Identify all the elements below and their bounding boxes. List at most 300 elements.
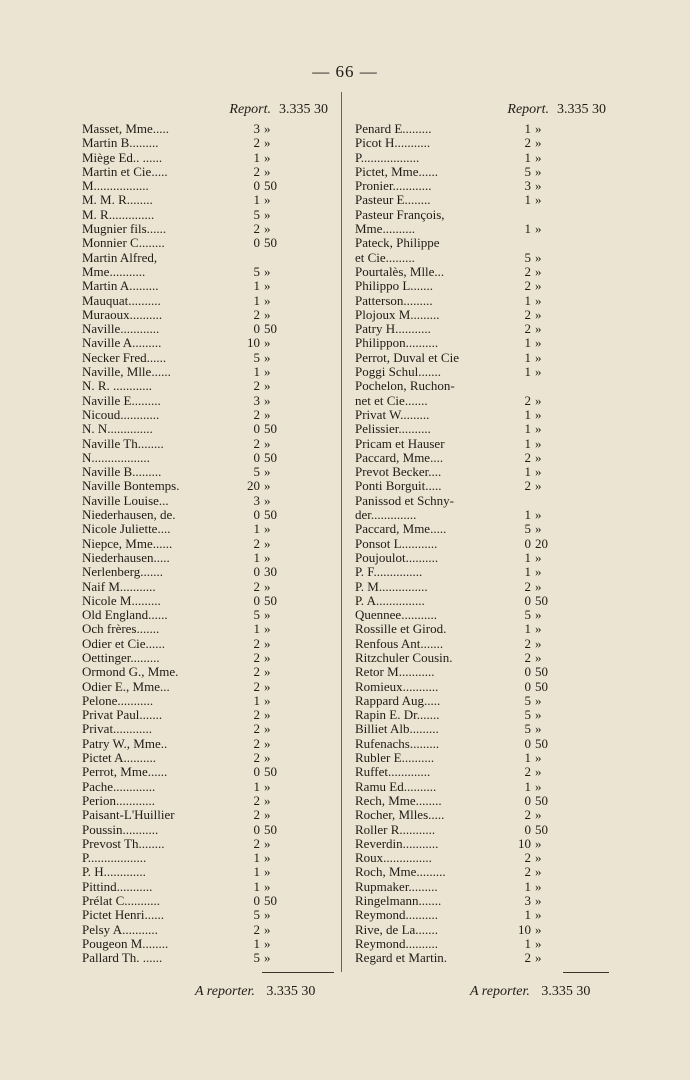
entry-centimes	[531, 208, 561, 222]
entry-amount	[505, 637, 563, 651]
entry-amount	[505, 794, 563, 808]
entry-name: net et Cie.......	[355, 393, 428, 408]
entry-amount	[234, 394, 292, 408]
entry-name: Prevost Th........	[82, 836, 165, 851]
entry-francs: 2	[524, 578, 531, 594]
entry-amount	[505, 179, 563, 193]
entry-francs	[505, 208, 531, 222]
entry-centimes: »	[535, 406, 542, 422]
entry-name: Nicole Juliette....	[82, 522, 171, 537]
list-item	[355, 308, 610, 322]
entry-francs: 3	[253, 121, 260, 136]
entry-amount	[505, 737, 563, 751]
list-item	[82, 394, 332, 408]
entry-amount	[234, 780, 292, 794]
entry-amount	[505, 622, 563, 636]
entry-centimes: »	[535, 335, 542, 351]
entry-name: Penard E.........	[355, 122, 432, 136]
entry-amount	[505, 880, 563, 894]
list-item	[82, 193, 332, 207]
entry-name: Pelsy A...........	[82, 922, 158, 937]
list-item	[82, 694, 332, 708]
entry-name: Retor M...........	[355, 665, 435, 680]
entry-centimes: »	[264, 850, 271, 866]
entry-amount	[234, 465, 292, 479]
entry-amount	[234, 522, 292, 536]
list-item	[82, 236, 332, 250]
entry-amount	[505, 422, 563, 436]
entry-name: Pochelon, Ruchon-	[355, 379, 455, 394]
entry-francs: 5	[524, 707, 531, 723]
entry-francs: 1	[524, 149, 531, 165]
entry-amount	[234, 708, 292, 722]
entry-centimes: »	[535, 750, 542, 766]
entry-name: Naville Bontemps.	[82, 479, 180, 494]
entry-francs: 1	[253, 878, 260, 894]
list-item	[82, 179, 332, 193]
entry-centimes: 50	[264, 764, 277, 780]
entry-centimes: »	[535, 878, 542, 894]
entry-francs: 2	[253, 221, 260, 237]
entry-francs	[505, 494, 531, 508]
list-item	[82, 851, 332, 865]
list-item	[82, 765, 332, 779]
entry-amount	[505, 508, 563, 522]
list-item	[82, 136, 332, 150]
entry-name: Pictet A..........	[82, 751, 157, 766]
list-item	[82, 808, 332, 822]
entry-amount	[234, 151, 292, 165]
entry-francs: 2	[253, 635, 260, 651]
entry-centimes: »	[264, 163, 271, 179]
entry-amount	[234, 494, 292, 508]
entry-centimes: »	[535, 707, 542, 723]
list-item	[355, 336, 610, 350]
entry-francs: 1	[253, 292, 260, 308]
list-item	[355, 951, 610, 965]
list-item	[355, 551, 610, 565]
entry-amount	[505, 551, 563, 565]
entry-name: Billiet Alb.........	[355, 722, 439, 737]
entry-amount	[234, 665, 292, 679]
entry-amount	[505, 351, 563, 365]
entry-amount	[505, 923, 563, 937]
entry-amount	[505, 479, 563, 493]
entry-amount	[234, 437, 292, 451]
entry-francs: 10	[247, 335, 260, 351]
entry-francs: 1	[524, 564, 531, 580]
entry-francs: 2	[253, 721, 260, 737]
entry-centimes: »	[535, 578, 542, 594]
entry-francs: 1	[524, 421, 531, 437]
entry-francs: 5	[253, 206, 260, 222]
entry-centimes: »	[264, 707, 271, 723]
entry-francs: 2	[524, 478, 531, 494]
entry-name: Poussin...........	[82, 822, 159, 837]
entry-centimes: »	[535, 635, 542, 651]
entry-centimes: »	[535, 178, 542, 194]
entry-francs: 2	[253, 664, 260, 680]
entry-amount	[505, 365, 563, 379]
list-item	[355, 522, 610, 536]
page-number: — 66 —	[312, 62, 378, 81]
list-item	[355, 537, 610, 551]
list-item	[355, 322, 610, 336]
entry-amount	[234, 308, 292, 322]
entry-centimes: »	[535, 249, 542, 265]
entry-amount	[505, 294, 563, 308]
entry-amount	[234, 408, 292, 422]
entry-centimes: »	[535, 278, 542, 294]
entry-centimes: »	[264, 807, 271, 823]
left-report-header	[82, 100, 332, 120]
entry-francs: 3	[524, 178, 531, 194]
entry-name: Pronier............	[355, 179, 432, 194]
entry-centimes: »	[535, 221, 542, 237]
entry-centimes: »	[264, 364, 271, 380]
entry-centimes: »	[264, 607, 271, 623]
left-report-label: Report.	[229, 102, 271, 117]
entry-amount	[505, 694, 563, 708]
entry-name: P. F...............	[355, 565, 423, 580]
entry-francs: 10	[518, 835, 531, 851]
entry-amount	[505, 908, 563, 922]
list-item	[82, 336, 332, 350]
right-footer-label: A reporter.	[470, 984, 530, 999]
entry-amount	[234, 694, 292, 708]
entry-amount	[234, 680, 292, 694]
entry-name: M. R..............	[82, 207, 155, 222]
right-column	[355, 100, 610, 966]
entry-name: Roller R...........	[355, 822, 436, 837]
entry-francs: 1	[524, 335, 531, 351]
entry-name: Reverdin...........	[355, 836, 439, 851]
entry-francs: 2	[524, 807, 531, 823]
entry-centimes: »	[264, 192, 271, 208]
list-item	[355, 722, 610, 736]
entry-amount	[505, 823, 563, 837]
entry-amount	[234, 923, 292, 937]
entry-francs: 5	[524, 721, 531, 737]
entry-name: Prevot Becker....	[355, 465, 442, 480]
entry-centimes: »	[264, 464, 271, 480]
entry-centimes: »	[264, 521, 271, 537]
entry-amount	[234, 479, 292, 493]
entry-amount	[505, 608, 563, 622]
list-item	[82, 951, 332, 965]
list-item	[355, 351, 610, 365]
entry-francs: 2	[253, 649, 260, 665]
entry-francs: 2	[524, 135, 531, 151]
list-item	[355, 694, 610, 708]
list-item	[355, 251, 610, 265]
entry-francs: 2	[253, 535, 260, 551]
list-item	[82, 780, 332, 794]
entry-name: Perrot, Mme......	[82, 765, 168, 780]
list-item	[355, 894, 610, 908]
entry-name: Mugnier fils......	[82, 222, 167, 237]
entry-name: Patry H...........	[355, 322, 431, 337]
entry-name: Monnier C........	[82, 236, 165, 251]
entry-centimes: »	[535, 564, 542, 580]
list-item	[82, 222, 332, 236]
entry-amount	[505, 465, 563, 479]
list-item	[82, 151, 332, 165]
entry-francs: 1	[253, 621, 260, 637]
entry-centimes: »	[535, 850, 542, 866]
list-item	[355, 394, 610, 408]
list-item	[82, 751, 332, 765]
list-item	[355, 479, 610, 493]
list-item	[82, 422, 332, 436]
entry-centimes: »	[535, 435, 542, 451]
entry-francs: 1	[524, 878, 531, 894]
entry-centimes: »	[264, 392, 271, 408]
entry-name: Roux...............	[355, 851, 432, 866]
entry-name: Miège Ed.. ......	[82, 150, 163, 165]
entry-francs: 2	[524, 764, 531, 780]
entry-francs: 0	[253, 893, 260, 909]
entry-centimes: »	[535, 135, 542, 151]
list-item	[82, 837, 332, 851]
list-item	[355, 437, 610, 451]
entry-amount	[505, 394, 563, 408]
entry-centimes: »	[535, 121, 542, 136]
list-item	[355, 908, 610, 922]
entry-name: Paccard, Mme.....	[355, 522, 447, 537]
list-item	[355, 222, 610, 236]
entry-amount	[234, 179, 292, 193]
entry-francs: 1	[253, 692, 260, 708]
entry-name: Rapin E. Dr.......	[355, 708, 440, 723]
list-item	[355, 465, 610, 479]
entry-amount	[234, 336, 292, 350]
entry-amount	[505, 193, 563, 207]
entry-centimes: 50	[535, 735, 548, 751]
entry-francs: 1	[253, 192, 260, 208]
entry-name: Picot H...........	[355, 136, 431, 151]
list-item	[355, 151, 610, 165]
entry-francs: 1	[253, 364, 260, 380]
entry-name: Patry W., Mme..	[82, 736, 168, 751]
entry-centimes	[531, 236, 561, 250]
entry-amount	[505, 722, 563, 736]
entry-amount	[505, 680, 563, 694]
list-item	[355, 179, 610, 193]
list-item	[82, 737, 332, 751]
entry-amount	[505, 251, 563, 265]
entry-francs: 0	[524, 735, 531, 751]
entry-amount	[234, 551, 292, 565]
entry-name: Prélat C...........	[82, 894, 160, 909]
column-divider	[341, 92, 342, 972]
entry-francs: 5	[524, 692, 531, 708]
entry-centimes: »	[535, 950, 542, 966]
entry-francs: 1	[253, 850, 260, 866]
entry-centimes: 50	[535, 592, 548, 608]
entry-name: et Cie.........	[355, 250, 415, 265]
entry-name: Pittind...........	[82, 879, 153, 894]
entry-francs: 2	[524, 649, 531, 665]
left-report-value: 3.335 30	[279, 102, 328, 117]
entry-amount	[505, 522, 563, 536]
entry-amount	[505, 951, 563, 965]
entry-name: Ramu Ed..........	[355, 779, 437, 794]
entry-centimes: »	[535, 507, 542, 523]
entry-amount	[505, 122, 563, 136]
entry-francs: 1	[524, 349, 531, 365]
entry-centimes: »	[264, 649, 271, 665]
entry-amount	[505, 165, 563, 179]
entry-name: Patterson.........	[355, 293, 433, 308]
entry-francs: 5	[253, 950, 260, 966]
entry-name: Pougeon M........	[82, 936, 169, 951]
entry-name: Nicoud............	[82, 407, 160, 422]
entry-centimes: »	[264, 792, 271, 808]
entry-centimes: »	[535, 478, 542, 494]
entry-amount	[234, 794, 292, 808]
entry-amount	[234, 565, 292, 579]
entry-amount	[505, 837, 563, 851]
entry-francs: 0	[253, 235, 260, 251]
entry-centimes: »	[535, 807, 542, 823]
entry-centimes: »	[535, 321, 542, 337]
entry-name: Perrot, Duval et Cie	[355, 350, 459, 365]
entry-amount	[505, 151, 563, 165]
entry-francs: 5	[253, 263, 260, 279]
entry-centimes: »	[264, 692, 271, 708]
entry-name: Martin B.........	[82, 136, 159, 151]
entry-name: Naville A.........	[82, 336, 162, 351]
entry-name: Old England......	[82, 608, 168, 623]
entry-francs	[505, 236, 531, 250]
entry-centimes: »	[535, 721, 542, 737]
entry-name: Martin et Cie.....	[82, 164, 168, 179]
entry-francs: 1	[524, 778, 531, 794]
list-item	[82, 565, 332, 579]
list-item	[82, 494, 332, 508]
list-item	[82, 708, 332, 722]
list-item	[355, 851, 610, 865]
entry-name: M. M. R........	[82, 193, 153, 208]
entry-name: Niepce, Mme......	[82, 536, 173, 551]
entry-francs: 2	[253, 707, 260, 723]
entry-centimes: »	[264, 335, 271, 351]
entry-centimes: 50	[264, 449, 277, 465]
list-item	[82, 651, 332, 665]
entry-name: Och frères.......	[82, 622, 160, 637]
list-item	[355, 751, 610, 765]
entry-francs: 1	[253, 278, 260, 294]
list-item	[82, 122, 332, 136]
entry-francs: 1	[253, 778, 260, 794]
entry-name: Rech, Mme........	[355, 793, 442, 808]
entry-name: Naville Th........	[82, 436, 164, 451]
entry-name: Martin A.........	[82, 279, 159, 294]
entry-francs: 0	[253, 821, 260, 837]
entry-name: Plojoux M.........	[355, 307, 440, 322]
entry-amount	[505, 437, 563, 451]
entry-amount	[505, 594, 563, 608]
list-item	[82, 508, 332, 522]
entry-amount	[234, 294, 292, 308]
entry-name: Renfous Ant.......	[355, 636, 444, 651]
entry-name: Martin Alfred,	[82, 250, 158, 265]
entry-name: Ritzchuler Cousin.	[355, 650, 453, 665]
entry-name: Nerlenberg.......	[82, 565, 163, 580]
entry-amount	[505, 808, 563, 822]
list-item	[82, 637, 332, 651]
list-item	[355, 823, 610, 837]
entry-francs: 5	[253, 907, 260, 923]
entry-name: Philippo L.......	[355, 279, 434, 294]
entry-francs: 1	[524, 507, 531, 523]
entry-amount	[234, 651, 292, 665]
list-item	[82, 408, 332, 422]
entry-centimes: »	[264, 292, 271, 308]
entry-francs: 1	[524, 621, 531, 637]
entry-francs: 2	[524, 263, 531, 279]
entry-name: Niederhausen, de.	[82, 508, 176, 523]
entry-name: Pictet Henri......	[82, 908, 164, 923]
entry-centimes: »	[264, 263, 271, 279]
entry-francs: 3	[253, 392, 260, 408]
entry-name: Regard et Martin.	[355, 951, 448, 966]
entry-centimes: »	[535, 392, 542, 408]
entry-amount	[505, 451, 563, 465]
list-item	[82, 251, 332, 265]
entry-amount	[505, 236, 563, 250]
list-item	[355, 780, 610, 794]
entry-amount	[234, 808, 292, 822]
entry-centimes: »	[264, 750, 271, 766]
entry-amount	[505, 136, 563, 150]
entry-francs: 0	[253, 764, 260, 780]
entry-amount	[234, 908, 292, 922]
entry-francs: 2	[524, 635, 531, 651]
entry-centimes: »	[264, 492, 271, 508]
entry-amount	[234, 222, 292, 236]
entry-amount	[505, 565, 563, 579]
entry-amount	[505, 494, 563, 508]
entry-francs: 2	[253, 578, 260, 594]
list-item	[82, 208, 332, 222]
entry-name: Naville............	[82, 322, 160, 337]
entry-name: Perion............	[82, 793, 155, 808]
entry-francs: 2	[253, 435, 260, 451]
list-item	[82, 365, 332, 379]
entry-francs: 0	[524, 678, 531, 694]
entry-francs: 2	[253, 750, 260, 766]
entry-name: Pache.............	[82, 779, 156, 794]
entry-amount	[234, 823, 292, 837]
entry-amount	[505, 580, 563, 594]
entry-centimes: 50	[264, 235, 277, 251]
list-item	[355, 808, 610, 822]
right-footer-value: 3.335 30	[541, 984, 591, 999]
entry-amount	[234, 208, 292, 222]
list-item	[355, 236, 610, 250]
entry-centimes: »	[535, 364, 542, 380]
entry-centimes: »	[535, 521, 542, 537]
list-item	[82, 379, 332, 393]
entry-amount	[505, 865, 563, 879]
right-entry-list	[355, 122, 610, 966]
entry-centimes: 50	[264, 321, 277, 337]
entry-amount	[234, 608, 292, 622]
entry-name: Rappard Aug.....	[355, 693, 441, 708]
entry-centimes: »	[264, 621, 271, 637]
